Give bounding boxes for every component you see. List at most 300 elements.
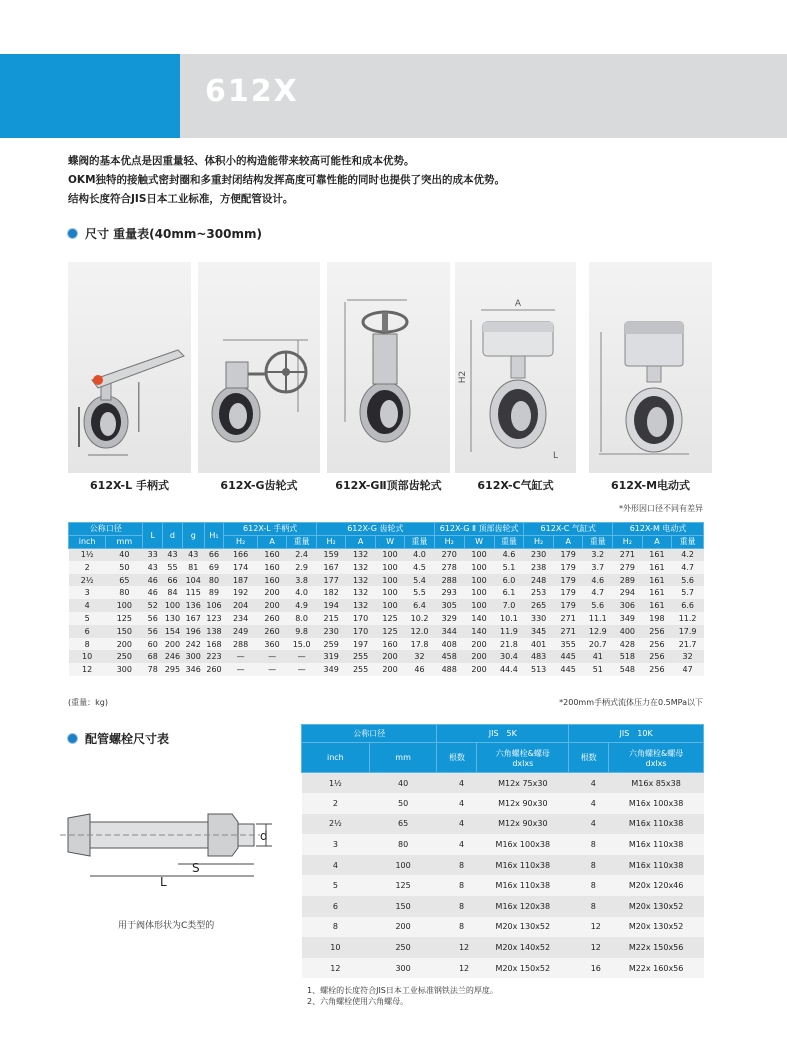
table-cell: 182 [316,586,345,599]
table-cell: 8.0 [287,612,317,625]
th-group-electric: 612X-M 电动式 [613,523,704,536]
table-cell: 194 [316,599,345,612]
table-cell: 5.4 [405,574,435,587]
intro-line-1: 蝶阀的基本优点是因重量轻、体积小的构造能带来较高可能性和成本优势。 [68,155,415,167]
table-cell: 125 [106,612,143,625]
table-cell: 132 [346,548,375,561]
table-cell: 41 [583,650,613,663]
table-row [302,896,704,917]
table-cell: — [257,650,287,663]
table-cell: 294 [613,586,643,599]
table-cell: 138 [204,625,224,638]
th-sub: H₂ [316,535,345,548]
table-cell: 154 [163,625,183,638]
th-d: d [163,523,183,549]
table-cell: 69 [204,561,224,574]
table-cell: 1½ [302,773,370,794]
table-row [69,650,704,663]
bolt-caption: 用于阀体形状为C类型的 [118,921,215,931]
section-title-text: 配管螺栓尺寸表 [85,732,170,746]
table-cell: 428 [613,638,643,651]
table-cell: 4.7 [583,586,613,599]
table-cell: 4.6 [494,548,524,561]
table-cell: 100 [163,599,183,612]
table-row [69,638,704,651]
table-cell: 483 [524,650,554,663]
th2-bolt10-line1: 六角螺栓&螺母 [628,748,684,758]
table-cell: 10 [302,937,370,958]
table-cell: 11.9 [494,625,524,638]
th-sub: A [553,535,583,548]
table-cell: M20x 130x52 [477,917,569,938]
table-cell: 200 [163,638,183,651]
table-cell: M22x 160x56 [609,958,704,979]
table-cell: 68 [143,650,163,663]
table-cell: M16x 110x38 [477,855,569,876]
table-cell: — [287,650,317,663]
th-nominal: 公称口径 [69,523,143,536]
table-cell: 100 [375,548,404,561]
th-group-handle: 612X-L 手柄式 [224,523,317,536]
intro-line-2: OKM独特的接触式密封圈和多重封闭结构发挥高度可靠性能的同时也提供了突出的成本优势。 [68,174,506,186]
handle-valve-icon [68,262,191,473]
table-cell: 4 [437,773,477,794]
table-cell: 344 [434,625,464,638]
th2-bolt-line1: 六角螺栓&螺母 [495,748,550,758]
bolt-icon [60,800,280,890]
table-cell: 200 [257,586,287,599]
table-cell: 4 [437,793,477,814]
photo-label-h2: H2 [458,370,468,384]
table-cell: 125 [375,612,404,625]
table-cell: 84 [163,586,183,599]
page-title: 612X [205,74,299,109]
photo-caption-top-gear: 612X-GⅡ顶部齿轮式 [327,473,450,499]
table-cell: 2 [302,793,370,814]
table-cell: 4 [437,834,477,855]
table-cell: 130 [163,612,183,625]
table-cell: 15.0 [287,638,317,651]
table-cell: 3.7 [583,561,613,574]
bolt-note-1: 1、螺栓的长度符合JIS日本工业标准钢铁法兰的厚度。 [307,986,498,995]
table-cell: — [257,663,287,676]
th-g: g [182,523,204,549]
table-cell: 80 [204,574,224,587]
table-cell: 132 [346,586,375,599]
table-cell: 43 [182,548,204,561]
th-sub: 重量 [672,535,704,548]
table-cell: 197 [346,638,375,651]
table-cell: 329 [434,612,464,625]
table-cell: 5.6 [672,574,704,587]
table-cell: 260 [204,663,224,676]
table-cell: 518 [613,650,643,663]
table-cell: 200 [369,917,437,938]
table-cell: 12.9 [583,625,613,638]
table-cell: 4 [69,599,106,612]
table-cell: 81 [182,561,204,574]
table-row [302,773,704,794]
th2-bolt-line2: dxlxs [512,758,534,768]
table-cell: 250 [106,650,143,663]
table-cell: 4.0 [287,586,317,599]
photo-caption-pneumatic: 612X-C气缸式 [455,473,576,499]
table-cell: M16x 100x38 [477,834,569,855]
table-cell: M20x 130x52 [609,896,704,917]
table-cell: 234 [224,612,257,625]
table-cell: 204 [224,599,257,612]
table-row [69,586,704,599]
table-cell: 230 [524,548,554,561]
th2-count: 根数 [437,743,477,773]
table-cell: 12 [437,937,477,958]
table-cell: 21.7 [672,638,704,651]
table-cell: 2.9 [287,561,317,574]
table-cell: 174 [224,561,257,574]
table-cell: 260 [257,612,287,625]
table-cell: M16x 100x38 [609,793,704,814]
table-cell: 223 [204,650,224,663]
table-cell: 100 [464,586,494,599]
table-cell: 161 [642,548,672,561]
table-cell: 100 [106,599,143,612]
table-row [302,875,704,896]
product-photos [68,262,712,499]
table-cell: 80 [106,586,143,599]
table-cell: 8 [302,917,370,938]
table-cell: M20x 120x46 [609,875,704,896]
table-cell: 150 [106,625,143,638]
table-cell: 248 [524,574,554,587]
table-cell: 6.0 [494,574,524,587]
table-cell: 100 [375,561,404,574]
section-title-text: 尺寸 重量表(40mm~300mm) [85,227,262,241]
table-cell: 179 [553,561,583,574]
photo-electric-type [589,262,712,499]
table-cell: 161 [642,586,672,599]
table-cell: 249 [224,625,257,638]
table-cell: 132 [346,561,375,574]
th2-count-10k: 根数 [569,743,609,773]
table-cell: 3 [69,586,106,599]
table-cell: 279 [613,561,643,574]
table-cell: 8 [569,875,609,896]
table-cell: 256 [642,663,672,676]
table-cell: 161 [642,561,672,574]
table-cell: 4 [569,773,609,794]
table-cell: 288 [434,574,464,587]
th-sub: A [346,535,375,548]
photo-note: *外形因口径不同有差异 [619,504,703,513]
table-cell: 179 [553,586,583,599]
table-cell: 4.6 [583,574,613,587]
table-cell: 300 [106,663,143,676]
photo-top-gear-type [327,262,450,499]
table-cell: 160 [257,574,287,587]
table-cell: 7.0 [494,599,524,612]
table-cell: 4 [569,814,609,835]
table-cell: 65 [369,814,437,835]
table-cell: 200 [464,663,494,676]
table-cell: 8 [569,834,609,855]
table-cell: 50 [106,561,143,574]
pneumatic-valve-icon [455,262,576,473]
table-cell: 6 [302,896,370,917]
table-cell: 8 [569,855,609,876]
table-cell: 8 [69,638,106,651]
section-title-dimensions [68,225,262,242]
th-sub: 重量 [287,535,317,548]
weight-unit-note: (重量：kg) [68,698,108,707]
table-cell: 288 [224,638,257,651]
table-cell: 246 [163,650,183,663]
table-cell: 3 [302,834,370,855]
table-cell: 488 [434,663,464,676]
table-cell: 401 [524,638,554,651]
th-sub: A [257,535,287,548]
table-cell: 6.6 [672,599,704,612]
table-cell: 100 [464,548,494,561]
table-cell: M12x 75x30 [477,773,569,794]
table-cell: 168 [204,638,224,651]
table-cell: M16x 110x38 [477,875,569,896]
table-cell: 56 [143,625,163,638]
table-row [69,612,704,625]
table-cell: 80 [369,834,437,855]
table-cell: 170 [346,612,375,625]
table-cell: 43 [163,548,183,561]
table-cell: — [224,663,257,676]
intro-line-3: 结构长度符合JIS日本工业标准，方便配管设计。 [68,193,294,205]
table-cell: 132 [346,574,375,587]
table-cell: M12x 90x30 [477,793,569,814]
table-cell: M12x 90x30 [477,814,569,835]
table-cell: 4.9 [287,599,317,612]
dimension-weight-table [68,522,704,676]
table-cell: 100 [464,561,494,574]
table-row [69,663,704,676]
table-cell: 32 [672,650,704,663]
table-cell: 177 [316,574,345,587]
table-row [69,625,704,638]
table-cell: 179 [553,599,583,612]
table-cell: 271 [553,612,583,625]
table-row [69,574,704,587]
table-cell: 100 [369,855,437,876]
photo-gear-type [198,262,320,499]
th-group-top-gear: 612X-G Ⅱ 顶部齿轮式 [434,523,524,536]
table-cell: 160 [257,561,287,574]
bolt-label-d: d [260,829,268,843]
table-cell: 46 [143,574,163,587]
table-cell: 346 [182,663,204,676]
table-cell: 3.2 [583,548,613,561]
table-cell: 55 [163,561,183,574]
table-cell: 123 [204,612,224,625]
bolt-note-2: 2、六角螺栓使用六角螺母。 [307,997,409,1006]
table-cell: 150 [369,896,437,917]
table-cell: 78 [143,663,163,676]
header-accent-block [0,54,180,138]
th2-bolt10-line2: dxlxs [645,758,667,768]
table-cell: 170 [346,625,375,638]
table-cell: 51 [583,663,613,676]
table-cell: M16x 85x38 [609,773,704,794]
table-cell: 125 [375,625,404,638]
table-cell: 3.8 [287,574,317,587]
table-cell: 52 [143,599,163,612]
table-cell: 192 [224,586,257,599]
th-sub: H₂ [524,535,554,548]
table-cell: 259 [316,638,345,651]
th-sub: 重量 [405,535,435,548]
table-cell: 17.9 [672,625,704,638]
table-cell: M16x 110x38 [609,855,704,876]
table-cell: 8 [437,917,477,938]
table-cell: 349 [613,612,643,625]
table-cell: 65 [106,574,143,587]
table-cell: 215 [316,612,345,625]
table-cell: 5.7 [672,586,704,599]
table-cell: 2½ [69,574,106,587]
table-cell: 300 [182,650,204,663]
table-row [302,917,704,938]
table-cell: M16x 110x38 [609,814,704,835]
table-cell: 10 [69,650,106,663]
bolt-table-body [302,773,704,979]
table-cell: 140 [464,612,494,625]
table-cell: 548 [613,663,643,676]
table-cell: 159 [316,548,345,561]
table-cell: 43 [143,561,163,574]
table-cell: 106 [204,599,224,612]
th2-jis5k: JIS 5K [437,725,569,743]
table-cell: 47 [672,663,704,676]
table-cell: 1½ [69,548,106,561]
th-sub: H₂ [434,535,464,548]
table-row [302,793,704,814]
table-cell: 6.4 [405,599,435,612]
table-cell: 10.1 [494,612,524,625]
table-cell: 256 [642,650,672,663]
table-cell: 6.1 [494,586,524,599]
th-group-gear: 612X-G 齿轮式 [316,523,434,536]
table-cell: 255 [346,663,375,676]
photo-caption-gear: 612X-G齿轮式 [198,473,320,499]
table-cell: 4.0 [405,548,435,561]
table-cell: 89 [204,586,224,599]
table-cell: 355 [553,638,583,651]
th-sub: 重量 [494,535,524,548]
table-cell: 4.5 [405,561,435,574]
table-cell: 445 [553,650,583,663]
table-cell: 100 [375,574,404,587]
th-l: L [143,523,163,549]
table-cell: 5 [69,612,106,625]
table-cell: 16 [569,958,609,979]
table-cell: 255 [346,650,375,663]
table-cell: 6 [69,625,106,638]
table-cell: 200 [106,638,143,651]
table-cell: 330 [524,612,554,625]
table-cell: 349 [316,663,345,676]
th-group-pneumatic: 612X-C 气缸式 [524,523,613,536]
table-cell: 140 [464,625,494,638]
table-cell: 161 [642,599,672,612]
table-cell: 360 [257,638,287,651]
bullet-icon [68,229,77,238]
table-row [302,855,704,876]
table-cell: 8 [569,896,609,917]
table-row [302,958,704,979]
table-cell: M16x 120x38 [477,896,569,917]
th2-inch: inch [302,743,370,773]
table-cell: M22x 150x56 [609,937,704,958]
photo-caption-handle: 612X-L 手柄式 [68,473,191,499]
dimension-table-body [69,548,704,676]
table-cell: 12 [437,958,477,979]
table-cell: 196 [182,625,204,638]
table-cell: 400 [613,625,643,638]
th-h1: H₁ [204,523,224,549]
table-cell: — [287,663,317,676]
table-cell: 104 [182,574,204,587]
table-cell: 179 [553,548,583,561]
photo-handle-type [68,262,191,499]
table-row [302,814,704,835]
table-cell: 166 [224,548,257,561]
photo-label-a: A [514,299,522,309]
table-cell: 46 [143,586,163,599]
th-inch: inch [69,535,106,548]
table-cell: 100 [464,599,494,612]
table-cell: 5.6 [583,599,613,612]
table-cell: 12 [302,958,370,979]
table-cell: 66 [163,574,183,587]
th2-jis10k: JIS 10K [569,725,704,743]
th-mm: mm [106,535,143,548]
table-cell: 271 [553,625,583,638]
table-cell: 44.4 [494,663,524,676]
table-cell: 270 [434,548,464,561]
table-row [69,548,704,561]
table-cell: 66 [204,548,224,561]
table-cell: 100 [375,586,404,599]
table-cell: 12.0 [405,625,435,638]
th-sub: H₂ [224,535,257,548]
table-cell: M20x 130x52 [609,917,704,938]
table-cell: 238 [524,561,554,574]
table-cell: M20x 150x52 [477,958,569,979]
table-cell: 319 [316,650,345,663]
table-cell: 167 [182,612,204,625]
table-cell: 260 [257,625,287,638]
table-cell: 200 [464,638,494,651]
table-row [69,561,704,574]
bolt-size-table [301,724,704,978]
photo-caption-electric: 612X-M电动式 [589,473,712,499]
electric-valve-icon [589,262,712,473]
table-cell: 100 [464,574,494,587]
th-sub: A [642,535,672,548]
th2-bolt [477,743,569,773]
table-cell: 4 [302,855,370,876]
table-cell: 12 [69,663,106,676]
th-sub: H₂ [613,535,643,548]
table-cell: 198 [642,612,672,625]
table-cell: 12 [569,917,609,938]
section-title-bolts [68,730,169,747]
